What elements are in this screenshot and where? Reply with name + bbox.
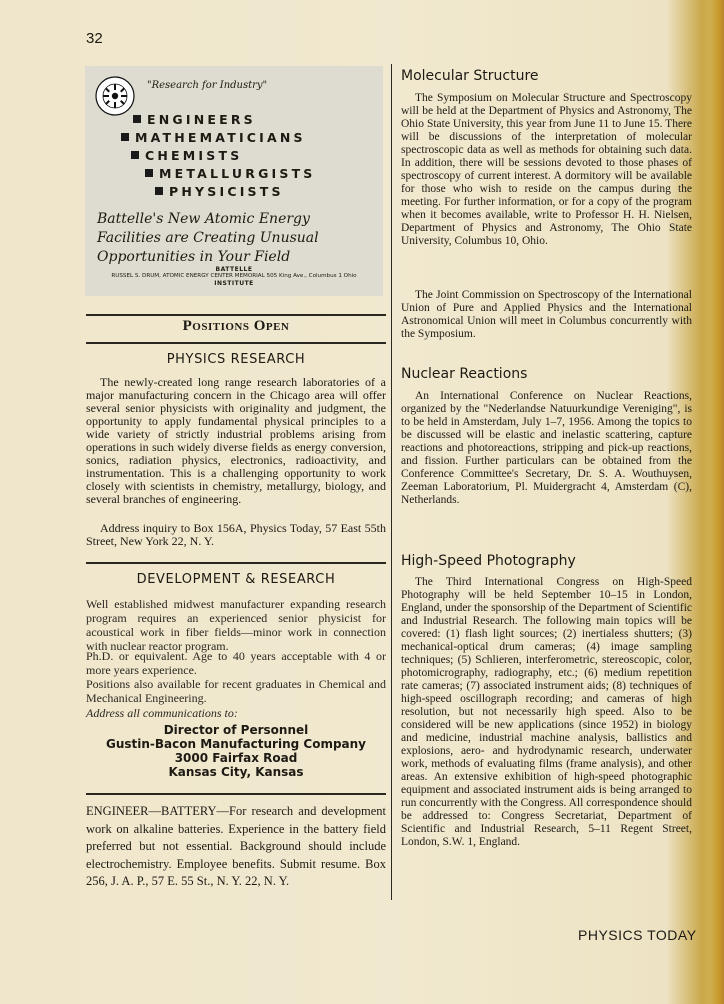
- page-footer: PHYSICS TODAY: [578, 927, 697, 943]
- ad-roles: [99, 110, 379, 200]
- role-line: MATHEMATICIANS: [121, 128, 379, 146]
- section-heading: Molecular Structure: [401, 68, 539, 84]
- ad-headline: Battelle's New Atomic Energy Facilities are Creating Unusual Opportunities in Your Field: [97, 211, 319, 265]
- divider: [86, 314, 386, 316]
- ad-body: ENGINEER—BATTERY—For research and development work on alkaline batteries. Experience in the battery field preferred but not essential. Background should include electrochemistry. Employee benefits. Submit resume. Box 256, J. A. P., 57 E. 55 St., N. Y. 22, N. Y.: [86, 804, 386, 888]
- ad-body: Ph.D. or equivalent. Age to 40 years acceptable with 4 or more years experience.: [86, 649, 386, 677]
- ad-body: Well established midwest manufacturer expanding research program requires an experienced senior physicist for acoustical work in fiber fields—minor work in connection with nuclear reactor program.: [86, 597, 386, 653]
- contact-line: 3000 Fairfax Road: [174, 751, 298, 765]
- role-line: METALLURGISTS: [145, 164, 379, 182]
- article-body: The Symposium on Molecular Structure and Spectroscopy will be held at the Department of Physics and Astronomy, The Ohio State University, this year from June 11 to June 15. There will be discussions of the interpretation of molecular spectroscopic data as well as methods for obtaining such data. In addition, there will be sessions devoted to those phases of spectroscopy of current interest. A dormitory will be available for those who wish to reside on the campus during the meeting. For further information, or for a copy of the program when it becomes available, write to Professor H. H. Nielsen, Department of Physics and Astronomy, The Ohio State University, Columbus 10, Ohio.: [401, 92, 692, 247]
- page-number: 32: [86, 30, 103, 47]
- divider: [86, 342, 386, 344]
- ad-heading: DEVELOPMENT & RESEARCH: [136, 572, 336, 587]
- ad-body: Address all communications to:: [86, 706, 238, 720]
- page-edge: [710, 0, 724, 1004]
- divider: [86, 793, 386, 795]
- battelle-advertisement: [85, 66, 383, 296]
- column-divider: [391, 64, 392, 900]
- article-body: An International Conference on Nuclear Reactions, organized by the "Nederlandse Natuurkundige Vereniging", is to be held in Amsterdam, July 1–7, 1956. Among the topics to be discussed will be elastic and inelastic scattering, capture reactions and photoreactions, stripping and pick-up reactions, and fission. Further particulars can be obtained from the Conference Committee's Secretary, Dr. S. A. Wouthuysen, Zeeman Laboratorium, Pl. Muidergracht 4, Amsterdam (C), Netherlands.: [401, 390, 692, 506]
- article-body: The Joint Commission on Spectroscopy of the International Union of Pure and Applied Physics and the International Astronomical Union will meet in Columbus concurrently with the Symposium.: [401, 289, 692, 340]
- article-body: The Third International Congress on High-Speed Photography will be held September 10–15 in London, England, under the sponsorship of the Department of Scientific and Industrial Research. The following main topics will be covered: (1) flash light sources; (2) inertialess shutters; (3) mechanical-optical drum cameras; (4) image sampling techniques; (5) Schlieren, interferometric, stereoscopic, color, photomicrography, radiography, etc.; (6) medium repetition rate cameras; (7) associated instrument aids; (8) techniques of high-speed oscillograph recording; and cameras of high resolution, but not necessarily high speed. Also to be considered will be new applications (since 1952) in biology and medicine, industrial machine analysis, ballistics and explosions, aero- and hydrodynamic research, underwater work, methods of evaluating films (frame analysis), and other areas. An extensive exhibition of high-speed photographic equipment and associated instrument aids is being arranged to run concurrently with the Congress. All correspondence should be addressed to: Congress Secretariat, Department of Scientific and Industrial Research, 5–11 Regent Street, London, S.W. 1, England.: [401, 576, 692, 848]
- ad-body: The newly-created long range research laboratories of a major manufacturing concern in the Chicago area will offer several senior physicists with originality and judgment, the opportunity to apply fundamental physical principles to a wide variety of strictly industrial problems arising from operations in such widely diverse fields as energy conversion, sonics, radiation physics, electronics, radioactivity, and instrumentation. This is a challenging opportunity to work closely with scientists in chemistry, metallurgy, biology, and several branches of engineering.: [86, 375, 386, 506]
- contact-line: Director of Personnel: [163, 723, 309, 737]
- ad-address: Address inquiry to Box 156A, Physics Today, 57 East 55th Street, New York 22, N. Y.: [86, 521, 386, 548]
- contact-line: Kansas City, Kansas: [168, 765, 304, 779]
- ad-body: Positions also available for recent graduates in Chemical and Mechanical Engineering.: [86, 677, 386, 705]
- ad-slogan: "Research for Industry": [147, 80, 268, 91]
- ad-heading: PHYSICS RESEARCH: [166, 352, 306, 367]
- section-heading: High-Speed Photography: [401, 553, 576, 569]
- divider: [86, 562, 386, 564]
- role-line: PHYSICISTS: [155, 182, 379, 200]
- role-line: CHEMISTS: [131, 146, 379, 164]
- contact-line: Gustin-Bacon Manufacturing Company: [105, 737, 366, 751]
- role-line: ENGINEERS: [133, 110, 379, 128]
- ad-footer: BATTELLE RUSSEL S. DRUM, ATOMIC ENERGY CENTER MEMORIAL 505 King Ave., Columbus 1 Ohio INSTITUTE: [111, 266, 357, 287]
- section-title: Positions Open: [182, 318, 290, 334]
- section-heading: Nuclear Reactions: [401, 366, 528, 382]
